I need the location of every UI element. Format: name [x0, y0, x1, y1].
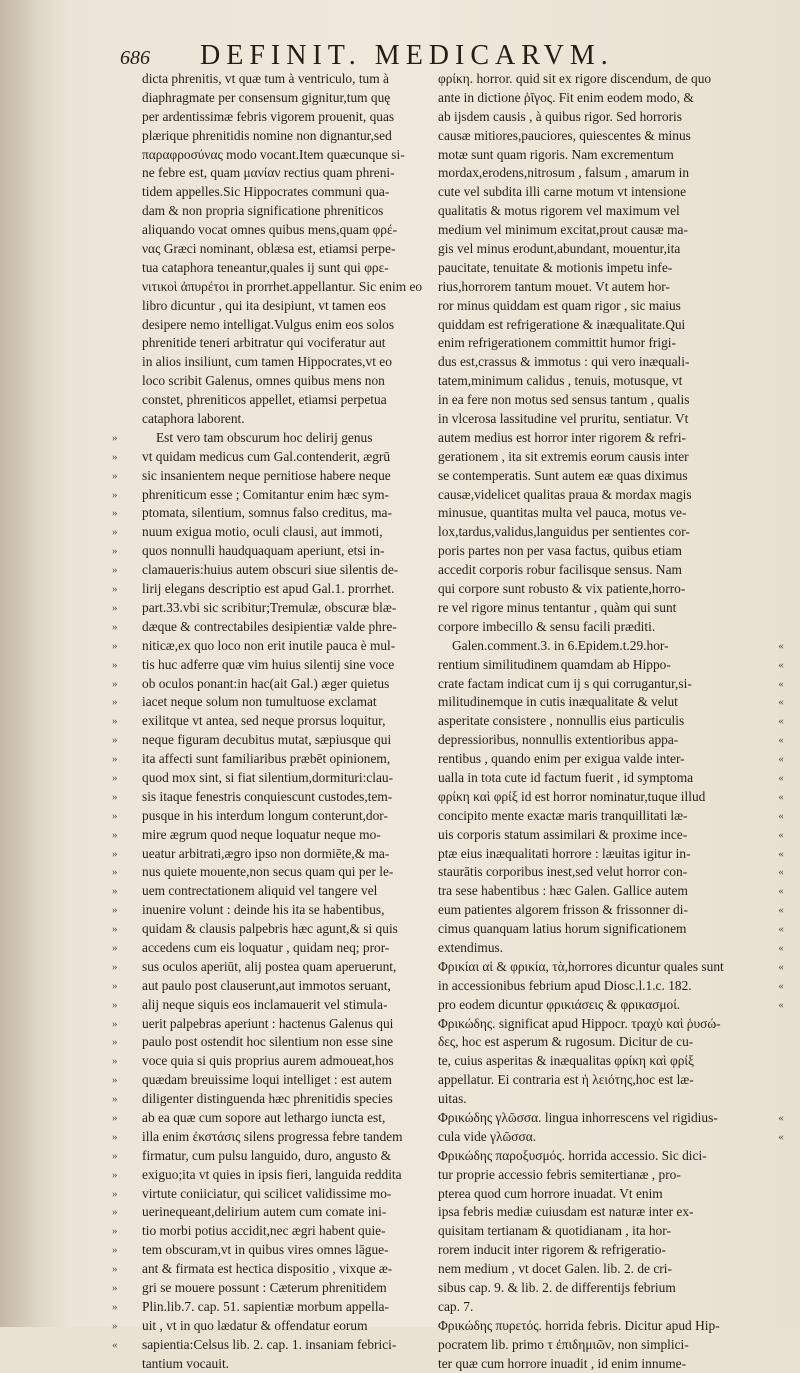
quote-mark — [112, 297, 138, 316]
quote-mark: « — [778, 941, 784, 954]
quote-mark: « — [778, 658, 784, 671]
text-line: qualitatis & motus rigorem vel maximum vel — [438, 203, 680, 219]
text-line: phrenitide teneri arbitratur qui vociferatur aut — [142, 335, 386, 351]
quote-mark — [772, 599, 790, 618]
text-line: δες, hoc est asperum & rugosum. Dicitur de cu- — [438, 1034, 694, 1050]
quote-mark — [772, 467, 790, 486]
text-line: tantium vocauit. — [142, 1355, 230, 1371]
quote-mark — [772, 448, 790, 467]
running-title: DEFINIT. MEDICARVM. — [200, 40, 614, 71]
text-line: accedens cum eis loquatur , quidam neq; pror- — [142, 939, 390, 955]
quote-mark — [772, 240, 790, 259]
text-line: tem obscuram,vt in quibus vires omnes lāgue- — [142, 1242, 389, 1258]
quote-mark: » — [112, 1300, 118, 1313]
quote-mark — [112, 278, 138, 297]
quote-mark: « — [778, 885, 784, 898]
text-line: appellatur. Ei contraria est ἡ λειότης,hoc est læ- — [438, 1072, 694, 1088]
text-line: mire ægrum quod neque loquatur neque mo- — [142, 826, 381, 842]
quote-mark — [772, 1071, 790, 1090]
quote-mark: » — [112, 431, 118, 444]
quote-mark: » — [112, 639, 118, 652]
quote-mark — [112, 1355, 138, 1373]
quote-mark: « — [778, 1130, 784, 1143]
quote-mark — [772, 561, 790, 580]
quote-mark — [772, 429, 790, 448]
text-line: nem medium , vt docet Galen. lib. 2. de cri- — [438, 1261, 672, 1277]
quote-mark — [772, 1033, 790, 1052]
text-line: part.33.vbi sic scribitur;Tremulæ, obscuræ blæ- — [142, 599, 397, 615]
quote-mark — [772, 523, 790, 542]
text-line: enim refrigerationem committit humor frigi- — [438, 335, 676, 351]
quote-mark: « — [778, 771, 784, 784]
quote-mark — [112, 372, 138, 391]
quote-mark: » — [112, 923, 118, 936]
quote-mark: » — [112, 1282, 118, 1294]
text-line: sapientia:Celsus lib. 2. cap. 1. insaniam febrici- — [142, 1336, 397, 1352]
quote-mark: » — [112, 1187, 118, 1200]
text-line: rius,horrorem tantum mouet. Vt autem hor- — [438, 278, 670, 294]
quote-mark: » — [112, 998, 118, 1011]
quote-mark — [112, 164, 138, 183]
text-line: sis itaque fenestris conquiescunt custodes,tem- — [142, 788, 393, 804]
quote-mark: » — [112, 753, 118, 766]
text-line: cap. 7. — [438, 1298, 474, 1314]
text-line: vt quidam medicus cum Gal.contenderit, ægrū — [142, 448, 391, 464]
text-line: νας Græci nominant, oblæsa est, etiamsi perpe- — [142, 241, 396, 257]
quote-mark: » — [112, 960, 118, 973]
quote-mark — [112, 240, 138, 259]
quote-mark: » — [112, 1055, 118, 1068]
text-line: tra sese habentibus : hæc Galen. Gallice autem — [438, 883, 688, 899]
text-line: crate factam indicat cum ij s qui corrugantur,si- — [438, 675, 692, 691]
text-line: ob oculos ponant:in hac(ait Gal.) æger quietus — [142, 675, 390, 691]
text-line: sus oculos aperiūt, alij postea quam aperuerunt, — [142, 958, 397, 974]
quote-mark: » — [112, 601, 118, 614]
text-line: exiguo;ita vt quies in ipsis fieri, languida reddita — [142, 1166, 402, 1182]
quote-mark: » — [112, 847, 118, 860]
quote-mark: « — [778, 998, 784, 1011]
quote-mark: » — [112, 564, 118, 577]
text-line: ab ijsdem causis , à quibus rigor. Sed horroris — [438, 108, 682, 124]
text-line: corpore imbecillo & sensu facili præditi. — [438, 618, 656, 634]
quote-mark — [112, 108, 138, 127]
quote-mark — [112, 70, 138, 89]
quote-mark — [112, 202, 138, 221]
text-line: ab ea quæ cum sopore aut lethargo iuncta est, — [142, 1109, 386, 1125]
text-line: ueatur arbitrati,ægro ipso non dormiēte,& ma- — [142, 845, 390, 861]
text-line: uem contrectationem aliquid vel tangere vel — [142, 883, 378, 899]
text-line: Est vero tam obscurum hoc delirij genus — [156, 429, 373, 445]
text-line: tio morbi potius accidit,nec ægri habent quie- — [142, 1223, 386, 1239]
text-line: dam & non propria significatione phreniticos — [142, 203, 384, 219]
quote-mark: » — [112, 1130, 118, 1143]
quote-mark — [112, 183, 138, 202]
quote-mark: « — [778, 1111, 784, 1124]
text-line: exilitque vt antea, sed neque prorsus loquitur, — [142, 713, 386, 729]
quote-mark: » — [112, 809, 118, 822]
binding-shadow — [0, 0, 70, 1327]
text-line: pusque in his interdum longum conterunt,dor- — [142, 807, 388, 823]
quote-mark: « — [778, 734, 784, 747]
text-line: nuum exigua motio, oculi clausi, aut immoti, — [142, 524, 383, 540]
text-line: staurātis corporibus inest,sed velut horror con- — [438, 864, 688, 880]
quote-mark: » — [112, 1093, 118, 1106]
text-line: qui corpore sunt robusto & vix patiente,horro- — [438, 581, 686, 597]
quote-mark — [772, 486, 790, 505]
text-line: firmatur, cum pulsu languido, duro, angusto & — [142, 1147, 392, 1163]
text-line: ita affecti sunt familiaribus præbēt opinionem, — [142, 751, 391, 767]
quote-mark — [112, 391, 138, 410]
quote-mark — [772, 146, 790, 165]
quote-mark: » — [112, 526, 118, 539]
quote-mark: » — [112, 1168, 118, 1181]
text-line: extendimus. — [438, 939, 504, 955]
text-line: causæ mitiores,pauciores, quiescentes & minus — [438, 127, 691, 143]
quote-mark — [772, 183, 790, 202]
quote-mark: « — [778, 790, 784, 803]
text-line: φρίκη καὶ φρίξ id est horror nominatur,tuque illud — [438, 788, 706, 804]
quote-mark: « — [112, 1338, 118, 1351]
text-line: rentium similitudinem quamdam ab Hippo- — [438, 656, 671, 672]
text-line: Φρικώδης. significat apud Hippocr. τραχὺ καὶ ῥυσώ- — [438, 1015, 721, 1031]
quote-mark — [772, 580, 790, 599]
quote-mark — [772, 1090, 790, 1109]
text-line: tidem appelles.Sic Hippocrates communi qua- — [142, 184, 390, 200]
quote-mark — [772, 127, 790, 146]
text-line: voce quia si quis proprius aurem admoueat,hos — [142, 1053, 394, 1069]
text-line: motæ sunt quam rigoris. Nam excrementum — [438, 146, 674, 162]
quote-mark: » — [112, 734, 118, 747]
text-line: quiddam est refrigeratione & inæqualitate.Qui — [438, 316, 686, 332]
quote-mark — [772, 202, 790, 221]
quote-mark: « — [778, 960, 784, 973]
text-line: autem medius est horror inter rigorem & refri- — [438, 429, 687, 445]
text-line: libro dicuntur , qui ita desipiunt, vt tamen eos — [142, 297, 386, 313]
quote-mark — [112, 353, 138, 372]
text-line: pterea quod cum horrore inuadat. Vt enim — [438, 1185, 663, 1201]
text-line: νιτικοὶ ἀπυρέτοι in prorrhet.appellantur. Sic enim eo — [142, 278, 423, 294]
text-line: depressioribus, nonnullis extentioribus appa- — [438, 732, 679, 748]
text-line: dus est,crassus & immotus : qui vero inæquali- — [438, 354, 690, 370]
quote-mark: » — [112, 469, 118, 482]
quote-mark: « — [778, 923, 784, 936]
quote-mark: » — [112, 658, 118, 671]
quote-mark: « — [778, 979, 784, 992]
page-number: 686 — [120, 47, 150, 69]
text-line: per ardentissimæ febris vigorem prouenit, quas — [142, 108, 395, 124]
quote-mark: « — [778, 904, 784, 917]
text-line: uerinequeant,delirium autem cum comate ini- — [142, 1204, 387, 1220]
text-line: Φρικώδης γλῶσσα. lingua inhorrescens vel rigidius- — [438, 1109, 718, 1125]
quote-mark: » — [112, 1263, 118, 1276]
text-line: neque figuram decubitus mutat, sæpiusque qui — [142, 732, 392, 748]
right-text-column — [438, 70, 783, 1371]
left-margin-quote-marks — [112, 70, 138, 1373]
quote-mark: » — [112, 696, 118, 709]
text-line: tua cataphora teneantur,quales ij sunt qui φρε- — [142, 259, 389, 275]
text-line: ptæ eius inæqualitati horrore : læuitas igitur in- — [438, 845, 691, 861]
text-line: παραφροσύνας modo vocant.Item quæcunque si- — [142, 146, 405, 162]
quote-mark — [772, 108, 790, 127]
quote-mark — [772, 259, 790, 278]
quote-mark — [112, 410, 138, 429]
text-line: dæque & contrectabiles desipientiæ valde phre- — [142, 618, 397, 634]
text-line: illa enim ἐκστάσις silens progressa febre tandem — [142, 1128, 403, 1144]
text-line: in vlcerosa lassitudine vel pruritu, sentiatur. Vt — [438, 411, 689, 427]
text-line: constet, phreniticos appellet, etiamsi perpetua — [142, 392, 387, 408]
text-line: diligenter distinguenda hæc phrenitidis species — [142, 1091, 393, 1107]
quote-mark — [772, 391, 790, 410]
quote-mark: » — [112, 1149, 118, 1162]
text-line: cute vel subdita illi carne motum vt intensione — [438, 184, 687, 200]
text-line: virtute coniiciatur, qui scilicet validissime mo- — [142, 1185, 392, 1201]
text-line: cimus quanquam latius horum significationem — [438, 921, 687, 937]
text-line: se contemperatis. Sunt autem eæ quas diximus — [438, 467, 688, 483]
text-line: sibus cap. 9. & lib. 2. de differentijs febrium — [438, 1280, 676, 1295]
text-line: te, cuius asperitas & inæqualitas φρίκη καὶ φρίξ — [438, 1053, 694, 1069]
text-line: iacet neque solum non tumultuose exclamat — [142, 694, 377, 710]
quote-mark — [772, 221, 790, 240]
text-line: causæ,videlicet qualitas praua & mordax magis — [438, 486, 692, 502]
quote-mark: » — [112, 866, 118, 879]
text-line: quod mox sint, si fiat silentium,dormituri:clau- — [142, 769, 394, 785]
text-line: Φρικίαι αἱ & φρικία, τὰ,horrores dicuntur quales sunt — [438, 958, 724, 974]
quote-mark — [112, 316, 138, 335]
text-line: ante in dictione ῥῖγος. Fit enim eodem modo, & — [438, 89, 694, 105]
quote-mark — [772, 297, 790, 316]
text-line: niticæ,ex quo loco non erit inutile pauca è mul- — [142, 637, 396, 653]
text-line: Φρικώδης πυρετός. horrida febris. Dicitur apud Hip- — [438, 1317, 720, 1333]
text-line: lirij elegans descriptio est apud Gal.1. prorrhet. — [142, 581, 395, 597]
quote-mark — [772, 89, 790, 108]
quote-mark: » — [112, 545, 118, 558]
text-line: ualla in tota cute id factum fuerit , id symptoma — [438, 769, 694, 785]
right-margin-quote-marks — [772, 70, 790, 1147]
quote-mark — [112, 221, 138, 240]
quote-mark — [772, 542, 790, 561]
text-line: gerationem , ita sit extremis eorum causis inter — [438, 448, 689, 464]
quote-mark: « — [778, 696, 784, 709]
text-line: alij neque siquis eos inclamauerit vel stimula- — [142, 996, 388, 1012]
text-line: gri se mouere possunt : Cæterum phrenitidem — [142, 1280, 387, 1295]
text-line: medium vel minimum excitat,prout causæ ma- — [438, 222, 688, 238]
text-line: asperitate consistere , nonnullis eius particulis — [438, 713, 685, 729]
text-line: tatem,minimum calidus , tenuis, motusque, vt — [438, 373, 683, 389]
quote-mark — [772, 164, 790, 183]
quote-mark: » — [112, 1036, 118, 1049]
text-line: quisitam tertianam & quotidianam , ita hor- — [438, 1223, 671, 1239]
text-line: rorem inducit inter rigorem & refrigeratio- — [438, 1242, 666, 1258]
text-line: ipsa febris mediæ cuiusdam est naturæ inter ex- — [438, 1204, 694, 1220]
quote-mark: » — [112, 828, 118, 841]
text-line: accedit corporis robur facilisque sensus. Nam — [438, 562, 682, 578]
text-line: in alios insiliunt, cum tamen Hippocrates,vt eo — [142, 354, 392, 370]
quote-mark: » — [112, 1074, 118, 1087]
text-line: pocratem lib. primo τ ἐπιδημιῶν, non simplici- — [438, 1336, 689, 1352]
quote-mark — [772, 353, 790, 372]
text-line: ptomata, silentium, somnus falso creditus, ma- — [142, 505, 392, 521]
quote-mark: » — [112, 715, 118, 728]
text-line: loco scribit Galenus, omnes quibus mens non — [142, 373, 385, 389]
text-line: tis huc adferre quæ vim huius silentij sine voce — [142, 656, 395, 672]
text-line: tur proprie accessio febris semitertianæ , pro- — [438, 1166, 681, 1182]
text-line: paulo post ostendit hoc silentium non esse sine — [142, 1034, 394, 1050]
text-line: cataphora laborent. — [142, 411, 245, 427]
quote-mark — [112, 127, 138, 146]
quote-mark: » — [112, 620, 118, 633]
quote-mark — [772, 334, 790, 353]
quote-mark — [772, 316, 790, 335]
quote-mark: « — [778, 866, 784, 879]
quote-mark: » — [112, 1244, 118, 1257]
quote-mark — [772, 1015, 790, 1034]
quote-mark: » — [112, 941, 118, 954]
text-line: aliquando vocat omnes quibus mens,quam φρέ- — [142, 222, 398, 238]
quote-mark — [772, 372, 790, 391]
text-line: ror minus quiddam est quam rigor , sic maius — [438, 297, 681, 313]
text-line: ant & firmata est hectica dispositio , vixque æ- — [142, 1261, 393, 1277]
quote-mark: « — [778, 847, 784, 860]
text-line: diaphragmate per consensum gignitur,tum quę — [142, 89, 391, 105]
text-line: Galen.comment.3. in 6.Epidem.t.29.hor- — [452, 637, 669, 653]
quote-mark — [772, 1052, 790, 1071]
text-line: Φρικώδης παροξυσμός. horrida accessio. Sic dici- — [438, 1147, 707, 1163]
quote-mark: « — [778, 828, 784, 841]
text-line: uis corporis statum assimilari & proxime ince- — [438, 826, 688, 842]
quote-mark: « — [778, 753, 784, 766]
text-line: quidam & clausis palpebris hæc agunt,& si quis — [142, 921, 398, 937]
quote-mark: » — [112, 885, 118, 898]
quote-mark: « — [778, 677, 784, 690]
text-line: minusue, quantitas multa vel pauca, motus ve- — [438, 505, 687, 521]
text-line: rentibus , quando enim per exigua valde inter- — [438, 751, 685, 767]
text-line: Plin.lib.7. cap. 51. sapientiæ morbum appella- — [142, 1298, 389, 1314]
text-line: in ea fere non motus sed sensus tantum , qualis — [438, 392, 690, 408]
quote-mark: » — [112, 488, 118, 501]
quote-mark — [772, 70, 790, 89]
left-text-column — [142, 70, 423, 1371]
quote-mark: » — [112, 1206, 118, 1219]
text-line: plærique phrenitidis nomine non dignantur,sed — [142, 127, 392, 143]
text-line: clamaueris:huius autem obscuri siue silentis de- — [142, 562, 399, 578]
quote-mark: » — [112, 1111, 118, 1124]
quote-mark — [112, 146, 138, 165]
quote-mark: » — [112, 979, 118, 992]
text-line: φρίκη. horror. quid sit ex rigore discendum, de quo — [438, 71, 712, 86]
text-line: paucitate, tenuitate & motionis impetu infe- — [438, 259, 673, 275]
quote-mark: » — [112, 677, 118, 690]
quote-mark: « — [778, 715, 784, 728]
text-line: gis vel minus erodunt,abundant, mouentur,ita — [438, 241, 681, 257]
quote-mark: » — [112, 450, 118, 463]
quote-mark: » — [112, 507, 118, 520]
quote-mark: » — [112, 790, 118, 803]
quote-mark: » — [112, 583, 118, 596]
quote-mark — [772, 278, 790, 297]
text-line: eum patientes algorem frisson & frissonner di- — [438, 902, 688, 918]
text-line: militudinemque in cutis inæqualitate & velut — [438, 694, 678, 710]
quote-mark — [112, 259, 138, 278]
text-line: uit , vt in quo lædatur & offendatur eorum — [142, 1317, 368, 1333]
text-line: mordax,erodens,nitrosum , falsum , amarum in — [438, 165, 690, 181]
quote-mark: » — [112, 1319, 118, 1332]
text-line: desipere nemo intelligat.Vulgus enim eos solos — [142, 316, 395, 332]
text-line: poris partes non per vasa factus, quibus etiam — [438, 543, 682, 559]
text-line: ne febre est, quam μανίαν rectius quam phreni- — [142, 165, 395, 181]
text-line: aut paulo post clauserunt,aut immotos seruant, — [142, 977, 391, 993]
text-line: uitas. — [438, 1091, 467, 1107]
text-line: in accessionibus febrium apud Diosc.l.1.c. 182. — [438, 977, 692, 993]
quote-mark: « — [778, 639, 784, 652]
text-line: nus quiete mouente,non secus quam qui per le- — [142, 864, 394, 880]
text-line: pro eodem dicuntur φρικιάσεις & φρικασμοί. — [438, 996, 681, 1012]
text-line: cula vide γλῶσσα. — [438, 1128, 537, 1144]
text-line: quos nonnulli haudquaquam aperiunt, etsi in- — [142, 543, 385, 559]
text-line: phreniticum esse ; Comitantur enim hæc sym- — [142, 486, 389, 502]
page-header — [120, 40, 775, 71]
text-line: inuenire volunt : deinde his ita se habentibus, — [142, 902, 385, 918]
quote-mark: » — [112, 771, 118, 784]
quote-mark — [772, 618, 790, 637]
quote-mark — [772, 504, 790, 523]
quote-mark: « — [778, 809, 784, 822]
quote-mark — [772, 410, 790, 429]
quote-mark — [112, 89, 138, 108]
quote-mark — [112, 334, 138, 353]
quote-mark: » — [112, 1017, 118, 1030]
quote-mark: » — [112, 904, 118, 917]
text-line: concipito mente exactæ maris tranquillitati læ- — [438, 807, 688, 823]
text-line: lox,tardus,validus,languidus per sentientes cor- — [438, 524, 690, 540]
text-line: dicta phrenitis, vt quæ tum à ventriculo, tum à — [142, 71, 389, 86]
text-line: sic insanientem neque pernitiose habere neque — [142, 467, 391, 483]
quote-mark: » — [112, 1225, 118, 1238]
text-line: re vel rigore minus tentantur , quàm qui sunt — [438, 599, 677, 615]
text-line: ter quæ cum horrore inuadit , id enim innume- — [438, 1355, 687, 1371]
text-line: uerit palpebras aperiunt : hactenus Galenus qui — [142, 1015, 394, 1031]
text-line: quædam breuissime loqui intelliget : est autem — [142, 1072, 392, 1088]
